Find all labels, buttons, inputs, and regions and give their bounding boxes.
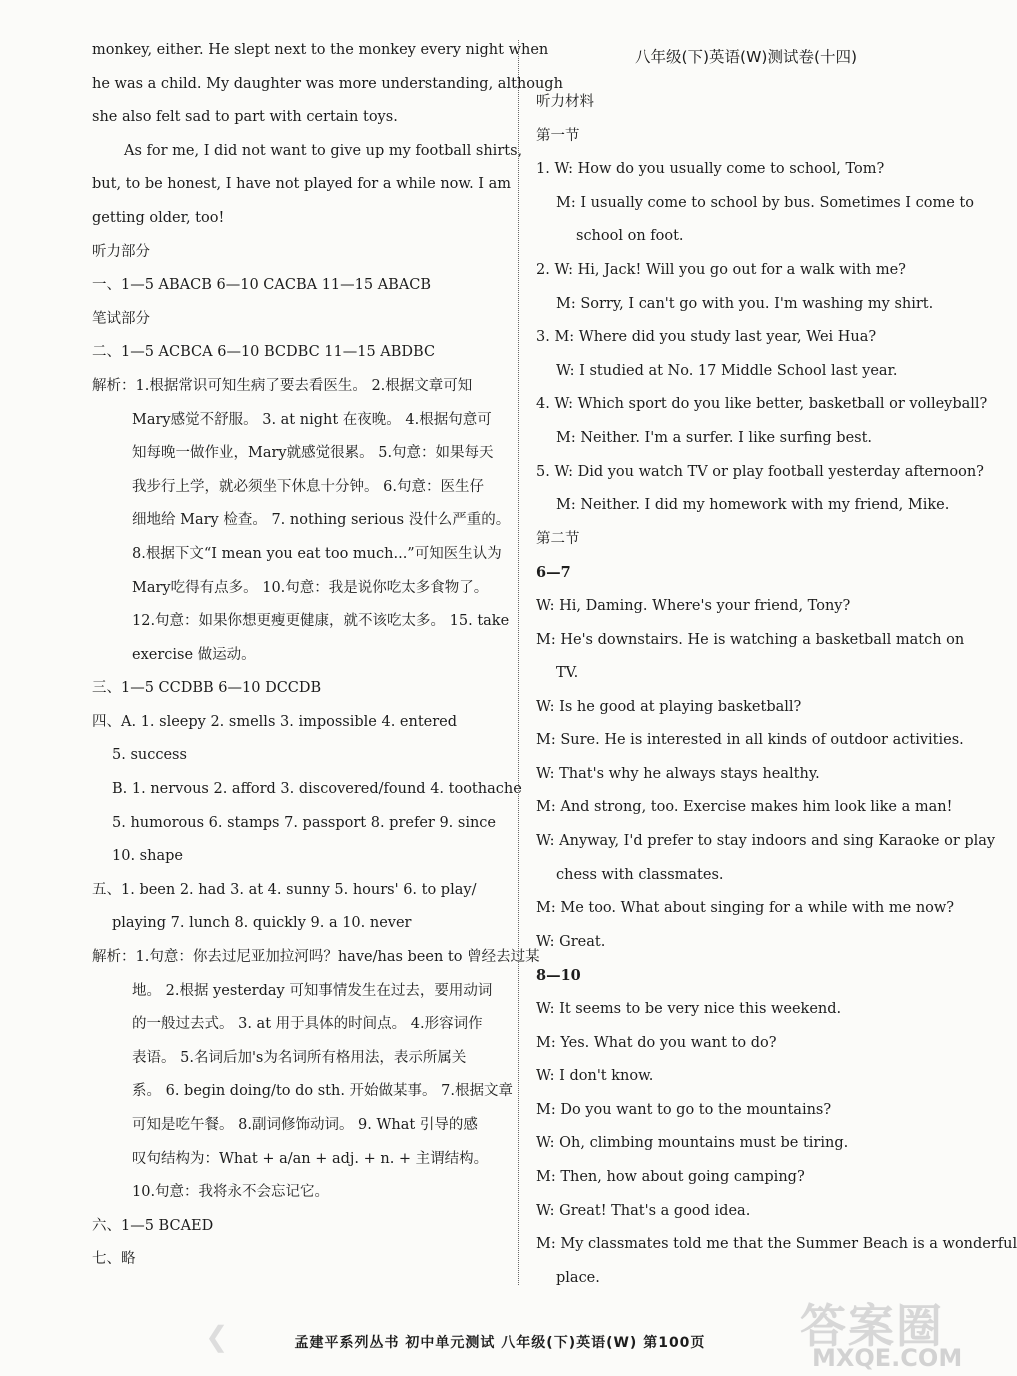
dialogue-line: TV.: [556, 665, 579, 682]
dialogue-line: place.: [556, 1269, 600, 1286]
explanation-line: 解析：1.根据常识可知生病了要去看医生。 2.根据文章可知: [92, 377, 473, 394]
explanation-line: 细地给 Mary 检查。 7. nothing serious 没什么严重的。: [132, 512, 511, 529]
test-title: 八年级(下)英语(W)测试卷(十四): [634, 48, 858, 66]
answer-line: 10. shape: [112, 848, 183, 865]
section-heading: 听力材料: [536, 94, 594, 110]
dialogue-line: 4. W: Which sport do you like better, basketball or volleyball?: [536, 396, 988, 413]
explanation-line: 地。 2.根据 yesterday 可知事情发生在过去，要用动词: [132, 982, 493, 999]
explanation-line: 我步行上学，就必须坐下休息十分钟。 6.句意：医生仔: [132, 478, 484, 495]
explanation-line: Mary吃得有点多。 10.句意：我是说你吃太多食物了。: [132, 579, 489, 596]
dialogue-line: chess with classmates.: [556, 866, 724, 883]
answer-line: 三、1—5 CCDBB 6—10 DCCDB: [92, 680, 322, 697]
dialogue-line: 1. W: How do you usually come to school, Tom?: [536, 161, 885, 178]
dialogue-line: W: Great.: [536, 933, 606, 950]
dialogue-line: M: Yes. What do you want to do?: [536, 1034, 777, 1051]
page-footer: 孟建平系列丛书 初中单元测试 八年级(下)英语(W) 第100页: [294, 1335, 706, 1351]
dialogue-line: W: Anyway, I'd prefer to stay indoors and sing Karaoke or play: [536, 833, 996, 850]
chevron-left-icon: ❮: [205, 1320, 229, 1353]
dialogue-line: W: Hi, Daming. Where's your friend, Tony?: [536, 597, 851, 614]
dialogue-line: M: Me too. What about singing for a while with me now?: [536, 900, 955, 917]
explanation-line: 系。 6. begin doing/to do sth. 开始做某事。 7.根据文章: [132, 1083, 513, 1100]
dialogue-line: M: Sure. He is interested in all kinds of outdoor activities.: [536, 732, 964, 749]
answer-line: 四、A. 1. sleepy 2. smells 3. impossible 4. entered: [92, 713, 458, 730]
passage-line: monkey, either. He slept next to the monkey every night when: [92, 42, 549, 58]
explanation-line: Mary感觉不舒服。 3. at night 在夜晚。 4.根据句意可: [132, 411, 492, 428]
dialogue-line: W: Oh, climbing mountains must be tiring.: [536, 1135, 849, 1152]
dialogue-line: school on foot.: [576, 228, 684, 245]
dialogue-line: M: I usually come to school by bus. Sometimes I come to: [556, 194, 974, 211]
passage-line: she also felt sad to part with certain toys.: [92, 109, 398, 126]
dialogue-line: 2. W: Hi, Jack! Will you go out for a walk with me?: [536, 261, 906, 278]
dialogue-line: W: It seems to be very nice this weekend.: [536, 1001, 842, 1018]
dialogue-line: M: Sorry, I can't go with you. I'm washing my shirt.: [556, 295, 934, 312]
answer-line: 七、略: [92, 1251, 136, 1268]
dialogue-line: M: He's downstairs. He is watching a basketball match on: [536, 631, 965, 648]
explanation-line: 可知是吃午餐。 8.副词修饰动词。 9. What 引导的感: [132, 1117, 478, 1133]
dialogue-line: M: My classmates told me that the Summer Beach is a wonderful: [536, 1236, 1017, 1253]
dialogue-line: W: That's why he always stays healthy.: [536, 765, 820, 782]
answer-line: 5. humorous 6. stamps 7. passport 8. prefer 9. since: [112, 814, 497, 831]
answer-line: playing 7. lunch 8. quickly 9. a 10. never: [112, 915, 412, 932]
explanation-line: 8.根据下文“I mean you eat too much...”可知医生认为: [132, 545, 502, 562]
dialogue-line: W: Great! That's a good idea.: [536, 1202, 751, 1219]
question-range: 8—10: [536, 967, 581, 985]
dialogue-line: M: Then, how about going camping?: [536, 1169, 805, 1185]
answer-line: 六、1—5 BCAED: [92, 1217, 214, 1234]
watermark-url: MXQE.COM: [812, 1344, 963, 1372]
explanation-line: 解析：1.句意：你去过尼亚加拉河吗？have/has been to 曾经去过某: [92, 949, 540, 966]
section-heading: 第二节: [536, 530, 580, 547]
dialogue-line: 5. W: Did you watch TV or play football yesterday afternoon?: [536, 463, 984, 480]
dialogue-line: W: I studied at No. 17 Middle School last year.: [556, 362, 898, 379]
dialogue-line: M: And strong, too. Exercise makes him look like a man!: [536, 799, 953, 816]
answer-line: 5. success: [112, 747, 187, 764]
dialogue-line: M: Neither. I'm a surfer. I like surfing best.: [556, 429, 873, 446]
dialogue-line: 3. M: Where did you study last year, Wei Hua?: [536, 329, 877, 346]
answer-line: 二、1—5 ACBCA 6—10 BCDBC 11—15 ABDBC: [92, 344, 436, 361]
dialogue-line: M: Neither. I did my homework with my friend, Mike.: [556, 497, 950, 514]
section-heading-listening: 听力部分: [92, 243, 150, 260]
answer-line: 五、1. been 2. had 3. at 4. sunny 5. hours' 6. to play/: [92, 881, 477, 898]
explanation-line: 的一般过去式。 3. at 用于具体的时间点。 4.形容词作: [132, 1016, 483, 1033]
answer-line: 一、1—5 ABACB 6—10 CACBA 11—15 ABACB: [92, 277, 432, 294]
explanation-line: exercise 做运动。: [132, 646, 256, 663]
column-divider: [518, 40, 519, 1285]
question-range: 6—7: [536, 564, 571, 582]
dialogue-line: W: Is he good at playing basketball?: [536, 698, 802, 715]
watermark-logo: 答案圈: [800, 1299, 944, 1353]
listening-script-column: [536, 34, 1017, 1295]
explanation-line: 表语。 5.名词后加's为名词所有格用法，表示所属关: [132, 1049, 467, 1066]
section-heading-written: 笔试部分: [92, 310, 150, 327]
explanation-line: 10.句意：我将永不会忘记它。: [132, 1184, 330, 1201]
explanation-line: 12.句意：如果你想更瘦更健康，就不该吃太多。 15. take: [132, 613, 510, 630]
passage-line: but, to be honest, I have not played for a while now. I am: [92, 176, 512, 193]
dialogue-line: M: Do you want to go to the mountains?: [536, 1101, 832, 1118]
passage-line: he was a child. My daughter was more understanding, although: [92, 75, 563, 92]
dialogue-line: W: I don't know.: [536, 1068, 654, 1085]
passage-line: As for me, I did not want to give up my football shirts,: [124, 142, 523, 159]
explanation-line: 知每晚一做作业，Mary就感觉很累。 5.句意：如果每天: [132, 445, 494, 462]
answer-line: B. 1. nervous 2. afford 3. discovered/found 4. toothache: [112, 781, 522, 798]
explanation-line: 叹句结构为：What + a/an + adj. + n. + 主谓结构。: [132, 1150, 489, 1167]
section-heading: 第一节: [536, 127, 580, 144]
passage-line: getting older, too!: [92, 209, 225, 226]
